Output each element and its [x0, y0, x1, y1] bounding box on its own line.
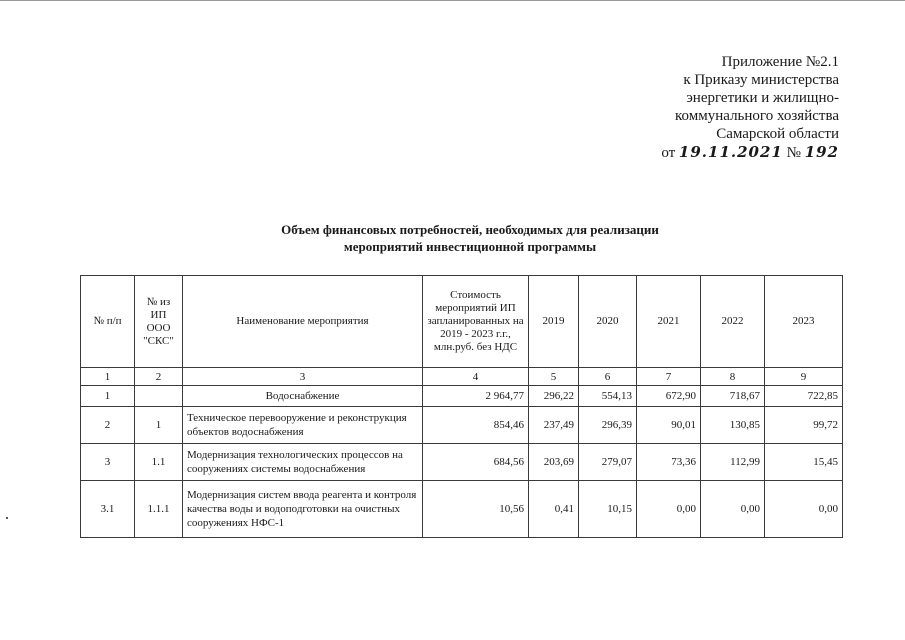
date-prefix: от	[661, 145, 676, 161]
column-number-row	[81, 368, 843, 386]
cell-2021: 672,90	[637, 386, 701, 407]
header-2022: 2022	[701, 276, 765, 368]
cell-2022: 718,67	[701, 386, 765, 407]
cell-2022: 0,00	[701, 481, 765, 538]
header-num: № п/п	[81, 276, 135, 368]
investment-table	[80, 275, 843, 538]
column-number: 3	[183, 368, 423, 386]
cell-name: Модернизация систем ввода реагента и контроля качества воды и водоподготовки на очистных сооружениях НФС-1	[183, 481, 423, 538]
header-2019: 2019	[529, 276, 579, 368]
cell-ip: 1	[135, 407, 183, 444]
cell-cost: 684,56	[423, 444, 529, 481]
appendix-line: Приложение №2.1	[721, 54, 839, 70]
table-row	[81, 386, 843, 407]
column-number: 9	[765, 368, 843, 386]
cell-2023: 0,00	[765, 481, 843, 538]
cell-num: 2	[81, 407, 135, 444]
cell-cost: 10,56	[423, 481, 529, 538]
cell-2019: 0,41	[529, 481, 579, 538]
header-cost: Стоимость мероприятий ИП запланированных на 2019 - 2023 г.г., млн.руб. без НДС	[423, 276, 529, 368]
cell-cost: 854,46	[423, 407, 529, 444]
table-row	[81, 481, 843, 538]
cell-cost: 2 964,77	[423, 386, 529, 407]
cell-2022: 130,85	[701, 407, 765, 444]
column-number: 4	[423, 368, 529, 386]
cell-2020: 10,15	[579, 481, 637, 538]
column-number: 6	[579, 368, 637, 386]
cell-ip: 1.1	[135, 444, 183, 481]
column-number: 8	[701, 368, 765, 386]
cell-ip: 1.1.1	[135, 481, 183, 538]
header-name: Наименование мероприятия	[183, 276, 423, 368]
cell-2022: 112,99	[701, 444, 765, 481]
appendix-line: коммунального хозяйства	[675, 108, 839, 124]
cell-2021: 90,01	[637, 407, 701, 444]
cell-2020: 554,13	[579, 386, 637, 407]
cell-2021: 0,00	[637, 481, 701, 538]
appendix-line: Самарской области	[716, 126, 839, 142]
header-2023: 2023	[765, 276, 843, 368]
table-header-row	[81, 276, 843, 368]
top-border-line	[0, 0, 905, 1]
cell-2023: 722,85	[765, 386, 843, 407]
number-prefix: №	[786, 145, 801, 161]
order-date-number	[661, 143, 839, 162]
cell-name: Техническое перевооружение и реконструкция объектов водоснабжения	[183, 407, 423, 444]
column-number: 1	[81, 368, 135, 386]
cell-ip	[135, 386, 183, 407]
table-row	[81, 407, 843, 444]
cell-2019: 203,69	[529, 444, 579, 481]
cell-num: 3.1	[81, 481, 135, 538]
cell-2023: 15,45	[765, 444, 843, 481]
header-2020: 2020	[579, 276, 637, 368]
cell-2019: 237,49	[529, 407, 579, 444]
appendix-line: к Приказу министерства	[683, 72, 839, 88]
table-row	[81, 444, 843, 481]
handwritten-number: 192	[804, 143, 839, 161]
cell-num: 1	[81, 386, 135, 407]
column-number: 5	[529, 368, 579, 386]
header-ip: № из ИП ООО "СКС"	[135, 276, 183, 368]
column-number: 7	[637, 368, 701, 386]
appendix-line: энергетики и жилищно-	[686, 90, 839, 106]
title-line-1: Объем финансовых потребностей, необходимых для реализации	[281, 222, 659, 237]
column-number: 2	[135, 368, 183, 386]
cell-2020: 296,39	[579, 407, 637, 444]
cell-2019: 296,22	[529, 386, 579, 407]
title-line-2: мероприятий инвестиционной программы	[343, 239, 597, 254]
handwritten-date: 19.11.2021	[678, 143, 783, 161]
scan-speck	[6, 517, 8, 519]
cell-2021: 73,36	[637, 444, 701, 481]
cell-name: Водоснабжение	[183, 386, 423, 407]
header-2021: 2021	[637, 276, 701, 368]
cell-2023: 99,72	[765, 407, 843, 444]
cell-num: 3	[81, 444, 135, 481]
appendix-block	[661, 53, 839, 162]
cell-name: Модернизация технологических процессов на сооружениях системы водоснабжения	[183, 444, 423, 481]
document-title	[160, 221, 780, 255]
cell-2020: 279,07	[579, 444, 637, 481]
